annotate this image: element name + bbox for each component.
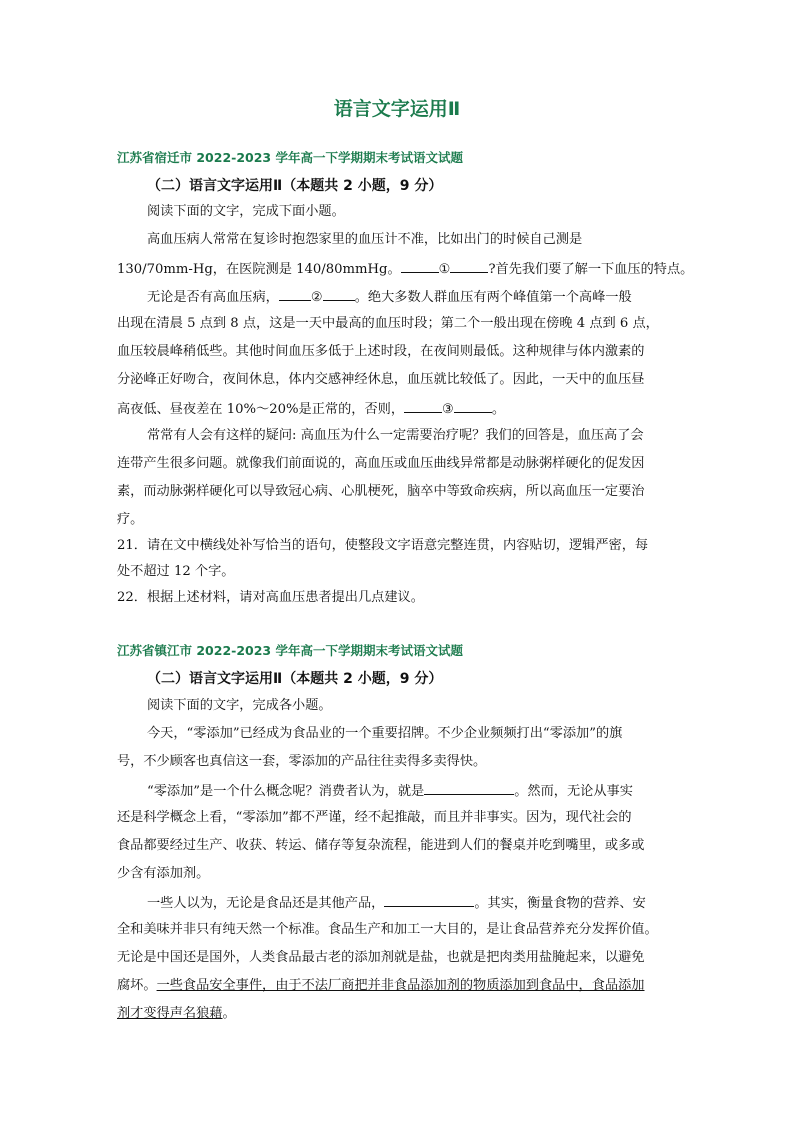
paragraph-line: 号，不少顾客也真信这一套，零添加的产品往往卖得多卖得快。 bbox=[117, 754, 487, 769]
paragraph-line: 今天，“零添加”已经成为食品业的一个重要招牌。不少企业频频打出“零添加”的旗 bbox=[147, 726, 623, 741]
underlined-sentence: 剂才变得声名狼藉 bbox=[117, 1006, 223, 1021]
blank-marker: ② bbox=[310, 290, 323, 305]
text-segment: 130/70mm-Hg，在医院测是 140/80mmHg。 bbox=[117, 262, 401, 277]
question-21: 21．请在文中横线处补写恰当的语句，使整段文字语意完整连贯，内容贴切，逻辑严密，每 bbox=[117, 538, 649, 553]
paragraph-line bbox=[117, 976, 645, 996]
blank-line bbox=[384, 892, 474, 907]
paragraph-line: 无论是中国还是国外，人类食品最古老的添加剂就是盐，也就是把肉类用盐腌起来，以避免 bbox=[117, 950, 645, 965]
source-line-suqian: 江苏省宿迁市 2022-2023 学年高一下学期期末考试语文试题 bbox=[117, 150, 463, 165]
paragraph-line bbox=[117, 258, 693, 280]
paragraph-line: 食品都要经过生产、收获、转运、储存等复杂流程，能进到人们的餐桌并吃到嘴里，或多或 bbox=[117, 838, 645, 853]
paragraph-line bbox=[117, 1004, 236, 1024]
paragraph-line: 还是科学概念上看，“零添加”都不严谨，经不起推敲，而且并非事实。因为，现代社会的 bbox=[117, 810, 632, 825]
text-segment: “零添加”是一个什么概念呢？消费者认为，就是 bbox=[147, 784, 425, 799]
blank-line bbox=[404, 398, 442, 413]
paragraph-line: 出现在清晨 5 点到 8 点，这是一天中最高的血压时段；第二个一般出现在傍晚 4 点到 6 点， bbox=[117, 316, 659, 331]
text-segment: 腐坏。 bbox=[117, 978, 157, 993]
text-segment: 。 bbox=[491, 402, 506, 417]
paragraph-line: 连带产生很多问题。就像我们前面说的，高血压或血压曲线异常都是动脉粥样硬化的促发因 bbox=[117, 456, 645, 471]
section-heading-1: （二）语言文字运用Ⅱ（本题共 2 小题，9 分） bbox=[147, 178, 443, 194]
text-segment: 。然而，无论从事实 bbox=[514, 784, 633, 799]
text-segment: 。其实，衡量食物的营养、安 bbox=[474, 896, 646, 911]
blank-line bbox=[454, 398, 492, 413]
blank-line bbox=[279, 286, 311, 301]
paragraph-line bbox=[147, 286, 632, 308]
source-line-zhenjiang: 江苏省镇江市 2022-2023 学年高一下学期期末考试语文试题 bbox=[117, 643, 463, 658]
text-segment: 高夜低、昼夜差在 10%～20%是正常的，否则， bbox=[117, 402, 405, 417]
blank-marker: ① bbox=[438, 262, 451, 277]
page-title: 语言文字运用Ⅱ bbox=[333, 98, 461, 120]
paragraph-line: 常常有人会有这样的疑问: 高血压为什么一定需要治疗呢？我们的回答是，血压高了会 bbox=[147, 428, 644, 443]
blank-marker: ③ bbox=[442, 402, 454, 417]
paragraph-line bbox=[117, 398, 505, 420]
paragraph-line: 高血压病人常常在复诊时抱怨家里的血压计不准，比如出门的时候自己测是 bbox=[147, 232, 583, 247]
blank-line bbox=[401, 258, 439, 273]
paragraph-line: 少含有添加剂。 bbox=[117, 866, 210, 881]
text-segment: 无论是否有高血压病， bbox=[147, 290, 279, 305]
paragraph-line: 素，而动脉粥样硬化可以导致冠心病、心肌梗死，脑卒中等致命疾病，所以高血压一定要治 bbox=[117, 484, 645, 499]
text-segment: ?首先我们要了解一下血压的特点。 bbox=[488, 262, 694, 277]
blank-line bbox=[450, 258, 488, 273]
text-segment: 。 bbox=[222, 1006, 236, 1021]
paragraph-line: 疗。 bbox=[117, 512, 144, 527]
instruction-1: 阅读下面的文字，完成下面小题。 bbox=[147, 204, 345, 219]
paragraph-line: 血压较晨峰稍低些。其他时间血压多低于上述时段，在夜间则最低。这种规律与体内激素的 bbox=[117, 344, 645, 359]
paragraph-line: 分泌峰正好吻合，夜间休息，体内交感神经休息，血压就比较低了。因此，一天中的血压昼 bbox=[117, 372, 645, 387]
paragraph-line: 全和美味并非只有纯天然一个标准。食品生产和加工一大目的，是让食品营养充分发挥价值。 bbox=[117, 922, 658, 937]
paragraph-line bbox=[147, 892, 646, 914]
underlined-sentence: 一些食品安全事件，由于不法厂商把并非食品添加剂的物质添加到食品中，食品添加 bbox=[156, 978, 645, 993]
section-heading-2: （二）语言文字运用Ⅱ（本题共 2 小题，9 分） bbox=[147, 671, 443, 687]
instruction-2: 阅读下面的文字，完成各小题。 bbox=[147, 698, 332, 713]
blank-line bbox=[323, 286, 355, 301]
paragraph-line bbox=[147, 780, 633, 802]
question-22: 22．根据上述材料，请对高血压患者提出几点建议。 bbox=[117, 590, 424, 605]
text-segment: 。绝大多数人群血压有两个峰值第一个高峰一般 bbox=[354, 290, 632, 305]
blank-line bbox=[424, 780, 514, 795]
text-segment: 一些人以为，无论是食品还是其他产品， bbox=[147, 896, 385, 911]
question-21-cont: 处不超过 12 个字。 bbox=[117, 564, 235, 579]
